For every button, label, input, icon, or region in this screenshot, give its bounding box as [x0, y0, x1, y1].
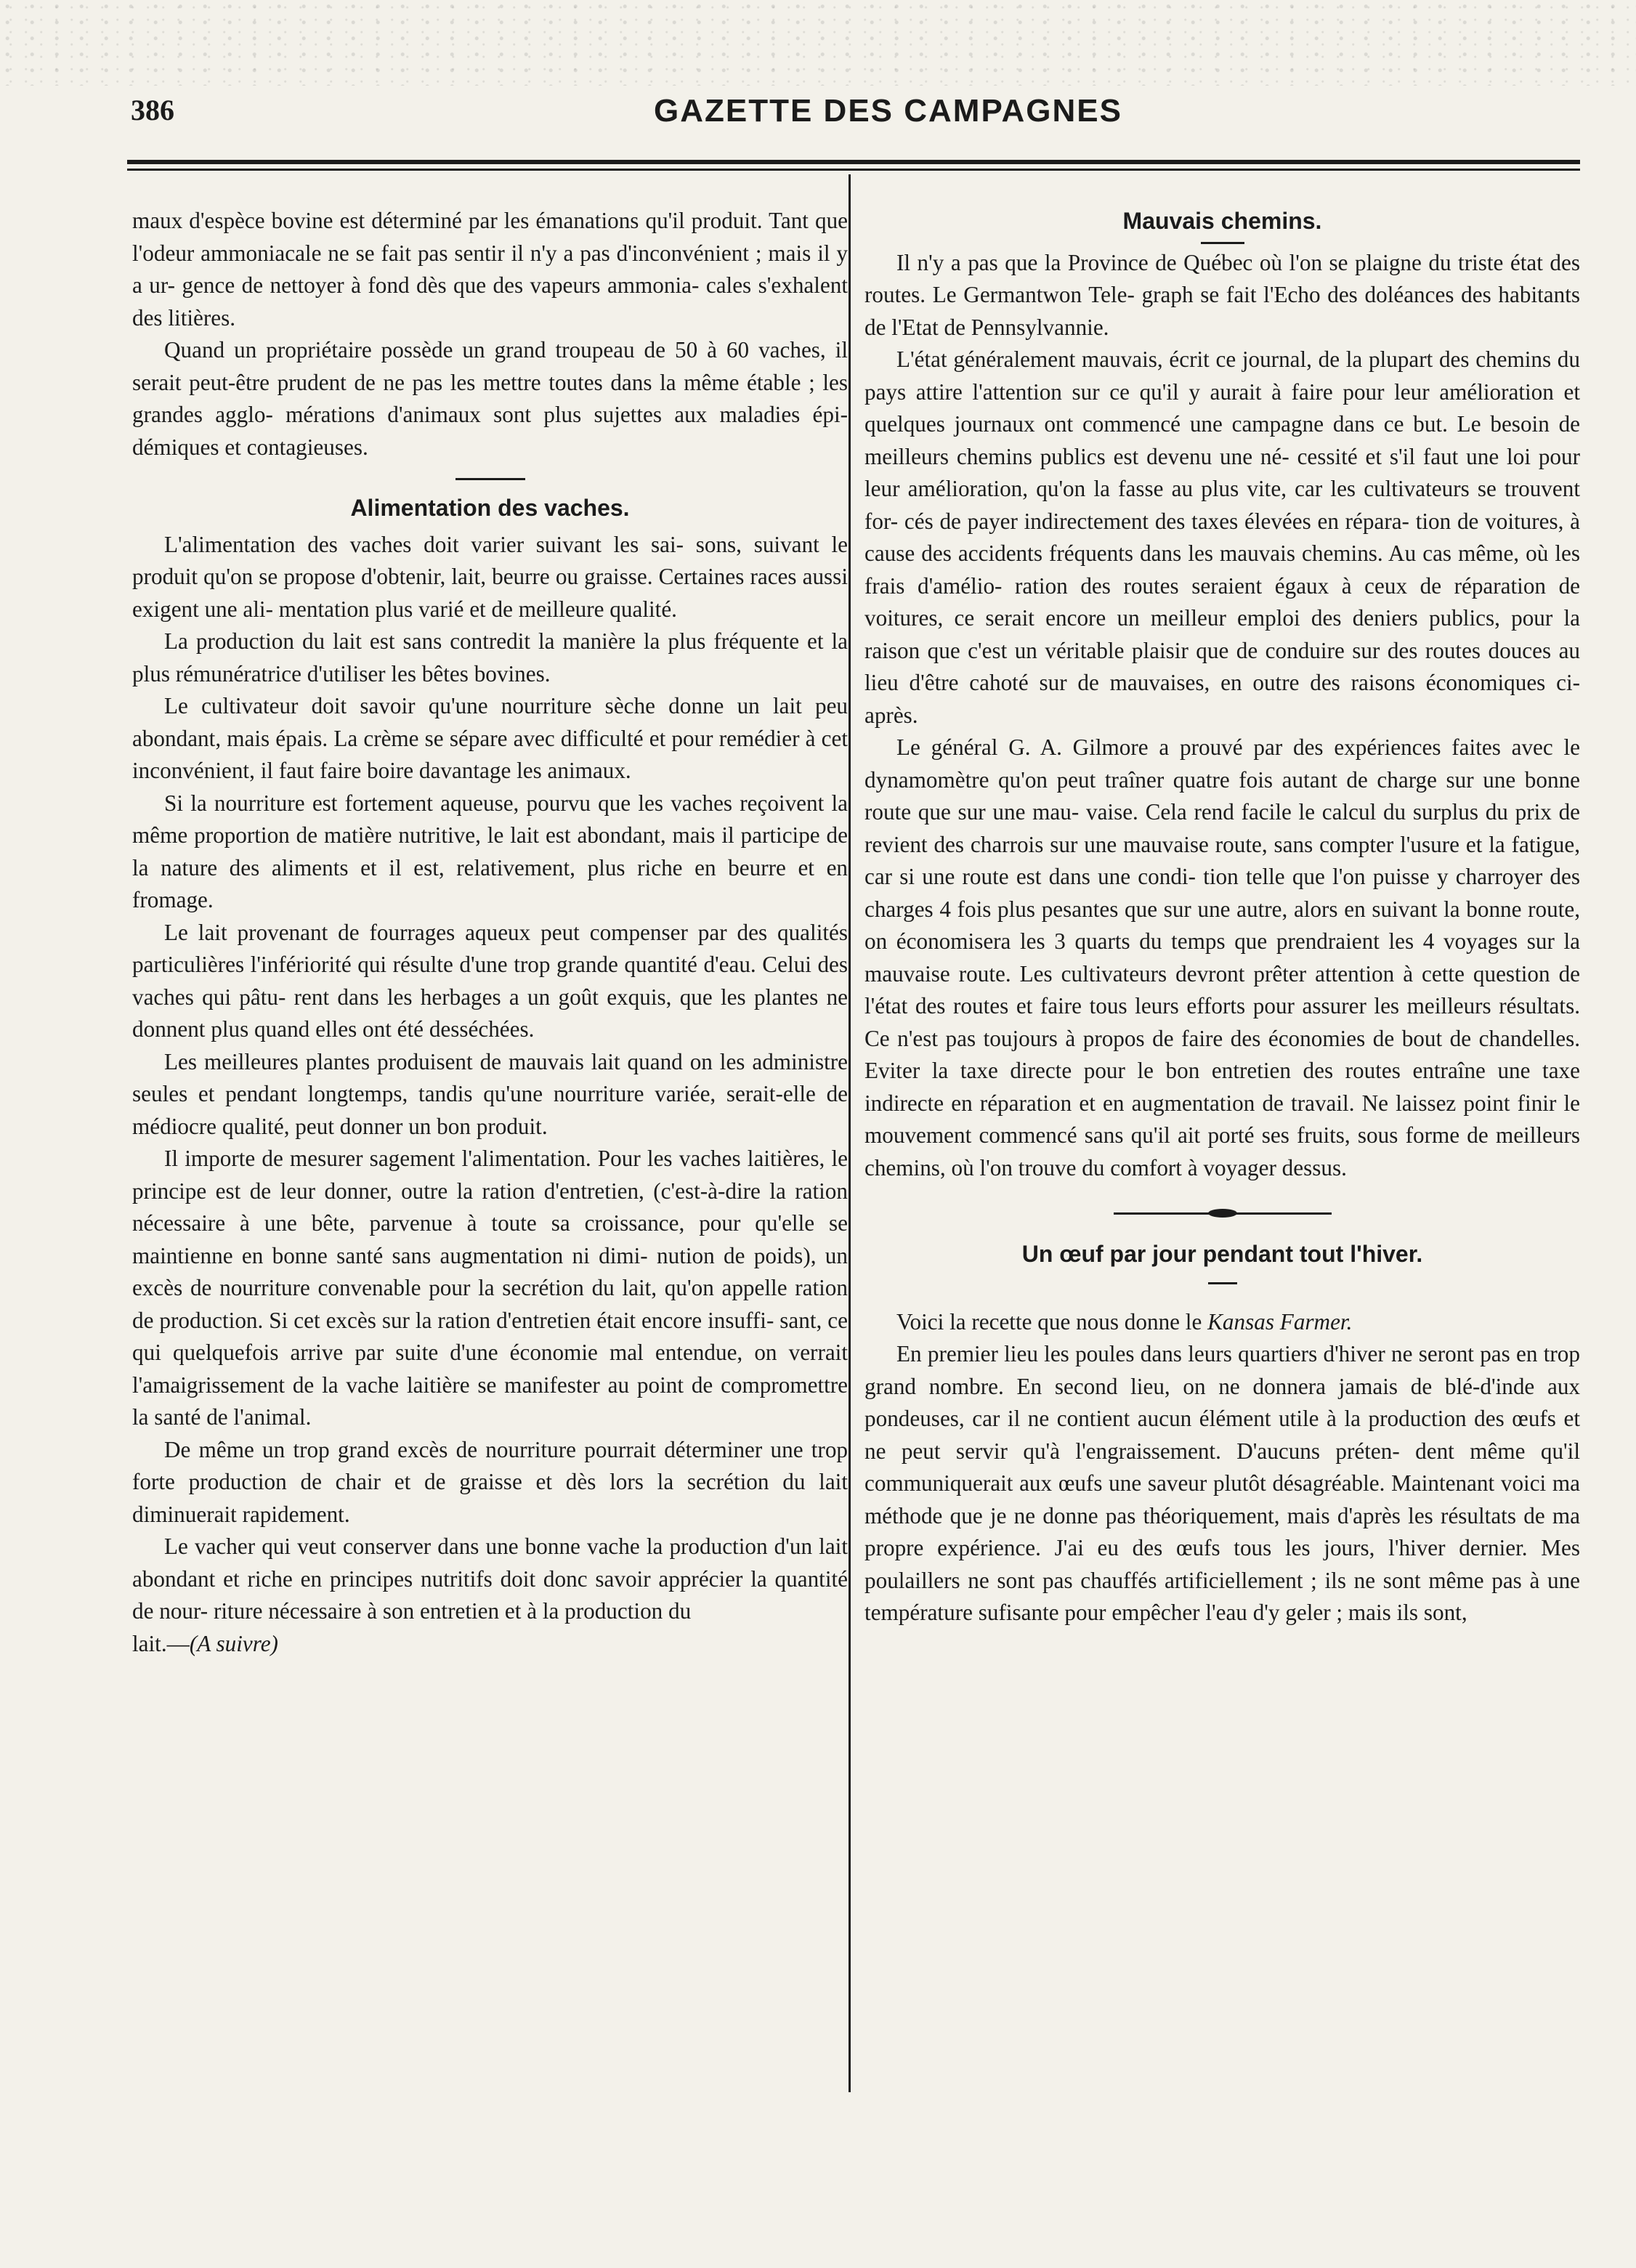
- page-header: [131, 93, 1576, 137]
- section-ornament: [1114, 1206, 1332, 1220]
- page-number: 386: [131, 94, 174, 126]
- paragraph-exces: De même un trop grand excès de nourriture pourrait déterminer une trop forte production de chair et de graisse et dès lors la secrétion du lait diminuerait rapidement.: [132, 1436, 849, 1527]
- paragraph-recette: Voici la recette que nous donne le Kansas Farmer.: [896, 1308, 1353, 1335]
- paragraph-plantes: Les meilleures plantes produisent de mauvais lait quand on les administre seules et pendant longtemps, tandis qu'une nourriture variée, serait-elle de médiocre qualité, peut donner un bon produit.: [132, 1048, 849, 1139]
- section-title-alimentation: Alimentation des vaches.: [350, 495, 630, 521]
- source-name: Kansas Farmer.: [1207, 1308, 1353, 1335]
- right-column: [864, 205, 1580, 1629]
- paragraph-poules: En premier lieu les poules dans leurs quartiers d'hiver ne seront pas en trop grand nombre. En second lieu, on ne donnera jamais de blé-d'inde aux pondeuses, car il ne contient aucun élément utile à la production des œufs et ne peut servir qu'à l'engraissement. D'aucuns préten- dent même qu'il communiquerait aux œufs une saveur plutôt désagréable. Maintenant voici ma méthode que je ne donne pas théoriquement, mais d'après les résultats de ma propre expérience. J'ai eu des œufs tous les jours, l'hiver dernier. Mes poulaillers ne sont pas chauffés artificiellement ; ils ne sont même pas à une température sufisante pour empêcher l'eau d'y geler ; mais ils sont,: [864, 1341, 1581, 1625]
- to-be-continued: (A suivre): [189, 1630, 278, 1656]
- section-title-mauvais-chemins: Mauvais chemins.: [1122, 208, 1322, 234]
- section-title-oeuf: Un œuf par jour pendant tout l'hiver.: [1021, 1241, 1423, 1267]
- paragraph-province: Il n'y a pas que la Province de Québec où l'on se plaigne du triste état des routes. Le Germantwon Tele- graph se fait l'Echo des doléances des habitants de l'Etat de Pennsylvannie.: [864, 249, 1581, 340]
- paragraph-vacher: Le vacher qui veut conserver dans une bonne vache la production d'un lait abondant et riche en principes nutritifs doit donc savoir apprécier la quantité de nour- riture nécessaire à son entretien et à la production du: [132, 1534, 849, 1624]
- title-underline: [1208, 1282, 1237, 1284]
- last-line: lait.—: [132, 1630, 190, 1656]
- left-column: [132, 205, 848, 1660]
- continuation-paragraph: maux d'espèce bovine est déterminé par les émanations qu'il produit. Tant que l'odeur ammoniacale ne se fait pas sentir il n'y a pas d'inconvénient ; mais il y a ur- gence de nettoyer à fond dès que des vapeurs ammonia- cales s'exhalent des litières.: [132, 208, 849, 331]
- journal-title: GAZETTE DES CAMPAGNES: [654, 93, 1123, 129]
- header-rule-thin: [127, 169, 1580, 171]
- scan-speckle: [0, 0, 1636, 86]
- column-divider: [849, 174, 851, 2092]
- title-underline: [1201, 242, 1244, 244]
- header-rule-thick: [127, 160, 1580, 164]
- ornament-center: [1208, 1209, 1237, 1218]
- paragraph-mesurer: Il importe de mesurer sagement l'alimentation. Pour les vaches laitières, le principe est de leur donner, outre la ration d'entretien, (c'est-à-dire la ration nécessaire à une bête, parvenue à toute sa croissance, pour qu'elle se maintienne en bonne santé sans augmentation ni dimi- nution de poids), un excès de nourriture convenable pour la secrétion du lait, qu'on appelle ration de production. Si cet excès sur la ration d'entretien était encore insuffi- sant, ce qui quelquefois arrive par suite d'une économie mal entendue, on verrait l'amaigrissement de la vache laitière se manifester au point de compromettre la santé de l'animal.: [132, 1146, 849, 1430]
- paragraph-production: La production du lait est sans contredit la manière la plus fréquente et la plus rémunératrice d'utiliser les bêtes bovines.: [132, 628, 849, 687]
- paragraph-etat-routes: L'état généralement mauvais, écrit ce journal, de la plupart des chemins du pays attire l'attention sur ce qu'il y aurait à faire pour leur amélioration et quelques journaux ont commencé une campagne dans ce but. Le besoin de meilleurs chemins publics est devenu une né- cessité et s'il faut une loi pour leur amélioration, qu'on la fasse au plus vite, car les cultivateurs se trouvent for- cés de payer indirectement des taxes élevées en répara- tion de voitures, à cause des accidents fréquents dans les mauvais chemins. Au cas même, où les frais d'amélio- ration des routes seraient égaux à ceux de réparation de voitures, ce serait encore un meilleur emploi des deniers publics, pour la raison que c'est un véritable plaisir que de conduire sur des routes douces au lieu d'être cahoté sur de mauvaises, en outre des raisons économiques ci- après.: [864, 347, 1581, 728]
- paragraph-gilmore: Le général G. A. Gilmore a prouvé par des expériences faites avec le dynamomètre qu'on peut traîner quatre fois autant de charge sur une bonne route que sur une mau- vaise. Cela rend facile le calcul du surplus du prix de revient des charrois sur une mauvaise route, sans compter l'usure et la fatigue, car si une route est dans une condi- tion telle que l'on puisse y charroyer des charges 4 fois plus pesantes que sur une autre, alors en suivant la bonne route, on économisera les 3 quarts du temps que prendraient les 4 voyages sur la mauvaise route. Les cultivateurs devront prêter attention à cette question de l'état des routes et faire tous leurs efforts pour assurer les meilleurs résultats. Ce n'est pas toujours à propos de faire des économies de bout de chandelles. Eviter la taxe directe pour le bon entretien des routes entraîne une taxe indirecte en réparation et en augmentation de travail. Ne laissez point finir le mouvement commencé sans qu'il ait porté ses fruits, sous forme de meilleurs chemins, où l'on trouve du comfort à voyager dessus.: [864, 734, 1581, 1180]
- paragraph-fourrages: Le lait provenant de fourrages aqueux peut compenser par des qualités particulières l'infériorité qui résulte d'une trop grande quantité d'eau. Celui des vaches qui pâtu- rent dans les herbages a un goût exquis, que les plantes ne donnent plus quand elles ont été desséchées.: [132, 919, 849, 1042]
- paragraph-cultivateur: Le cultivateur doit savoir qu'une nourriture sèche donne un lait peu abondant, mais épais. La crème se sépare avec difficulté et pour remédier à cet inconvénient, il faut faire boire davantage les animaux.: [132, 693, 849, 783]
- paragraph-alimentation: L'alimentation des vaches doit varier suivant les sai- sons, suivant le produit qu'on se propose d'obtenir, lait, beurre ou graisse. Certaines races aussi exigent une ali- mentation plus varié et de meilleure qualité.: [132, 531, 849, 622]
- paragraph-proprietaire: Quand un propriétaire possède un grand troupeau de 50 à 60 vaches, il serait peut-être prudent de ne pas les mettre toutes dans la même étable ; les grandes agglo- mérations d'animaux sont plus sujettes aux maladies épi- démiques et contagieuses.: [132, 337, 849, 460]
- article-ending: [132, 1628, 848, 1661]
- paragraph-aqueuse: Si la nourriture est fortement aqueuse, pourvu que les vaches reçoivent la même proportion de matière nutritive, le lait est abondant, mais il participe de la nature des aliments et il est, relativement, plus riche en beurre et en fromage.: [132, 790, 849, 912]
